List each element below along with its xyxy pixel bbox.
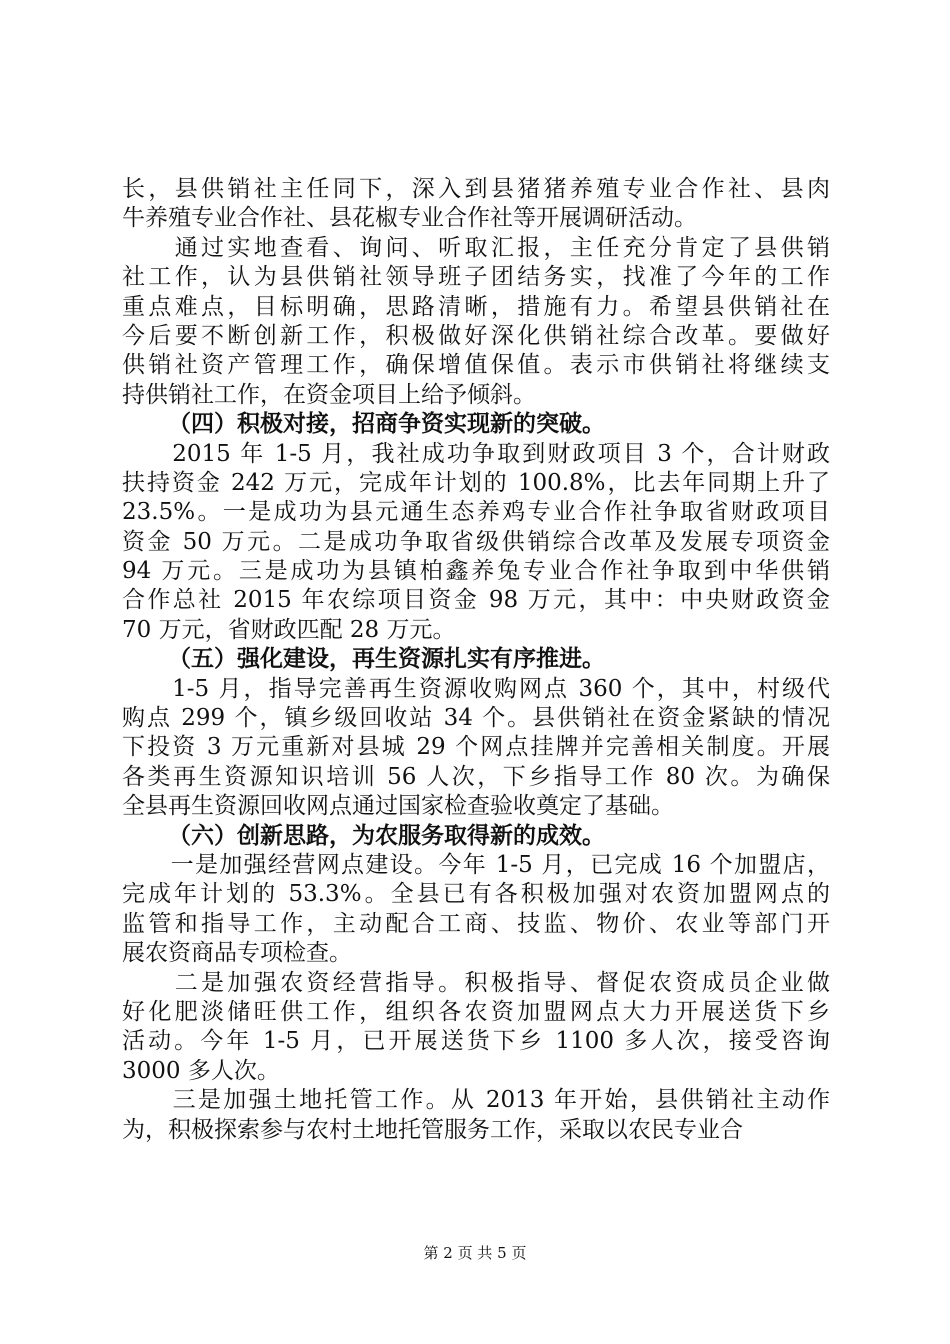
paragraph xyxy=(122,969,830,1087)
text-line: 展农资商品专项检查。 xyxy=(122,940,352,967)
paragraph xyxy=(122,1086,830,1145)
text-line: 二是加强农资经营指导。积极指导、督促农资成员企业做 xyxy=(122,969,830,996)
section-heading: （五）强化建设，再生资源扎实有序推进。 xyxy=(168,646,605,673)
text-line: 活动。今年 1-5 月，已开展送货下乡 1100 多人次，接受咨询 xyxy=(122,1028,830,1055)
text-line: 完成年计划的 53.3%。全县已有各积极加强对农资加盟网点的 xyxy=(122,881,830,908)
paragraph xyxy=(122,234,830,410)
paragraph xyxy=(122,851,830,969)
paragraph xyxy=(122,175,830,234)
text-line: 持供销社工作，在资金项目上给予倾斜。 xyxy=(122,381,536,408)
text-line: 三是加强土地托管工作。从 2013 年开始，县供销社主动作 xyxy=(122,1087,830,1114)
text-line: 2015 年 1-5 月，我社成功争取到财政项目 3 个，合计财政 xyxy=(122,440,830,467)
text-line: 资金 50 万元。二是成功争取省级供销综合改革及发展专项资金 xyxy=(122,528,830,555)
text-line: 供销社资产管理工作，确保增值保值。表示市供销社将继续支 xyxy=(122,352,830,379)
page-number-footer: 第 2 页 共 5 页 xyxy=(423,1244,527,1262)
text-line: 各类再生资源知识培训 56 人次，下乡指导工作 80 次。为确保 xyxy=(122,763,830,790)
text-line: 为，积极探索参与农村土地托管服务工作，采取以农民专业合 xyxy=(122,1116,743,1143)
text-line: 70 万元，省财政匹配 28 万元。 xyxy=(122,616,456,643)
paragraph xyxy=(122,675,830,822)
text-line: 好化肥淡储旺供工作，组织各农资加盟网点大力开展送货下乡 xyxy=(122,998,830,1025)
text-line: 今后要不断创新工作，积极做好深化供销社综合改革。要做好 xyxy=(122,322,830,349)
text-line: 23.5%。一是成功为县元通生态养鸡专业合作社争取省财政项目 xyxy=(122,499,830,526)
paragraph xyxy=(122,440,830,646)
text-line: 合作总社 2015 年农综项目资金 98 万元，其中：中央财政资金 xyxy=(122,587,830,614)
document-body xyxy=(122,175,830,1145)
text-line: 3000 多人次。 xyxy=(122,1057,280,1084)
section-heading: （四）积极对接，招商争资实现新的突破。 xyxy=(168,411,605,438)
text-line: 1-5 月，指导完善再生资源收购网点 360 个，其中，村级代 xyxy=(122,675,830,702)
text-line: 通过实地查看、询问、听取汇报，主任充分肯定了县供销 xyxy=(122,234,830,261)
text-line: 下投资 3 万元重新对县城 29 个网点挂牌并完善相关制度。开展 xyxy=(122,734,830,761)
text-line: 长，县供销社主任同下，深入到县猪猪养殖专业合作社、县肉 xyxy=(122,176,830,202)
text-line: 购点 299 个，镇乡级回收站 34 个。县供销社在资金紧缺的情况 xyxy=(122,705,830,732)
section-heading: （六）创新思路，为农服务取得新的成效。 xyxy=(168,822,605,849)
text-line: 扶持资金 242 万元，完成年计划的 100.8%，比去年同期上升了 xyxy=(122,469,830,496)
text-line: 94 万元。三是成功为县镇柏鑫养兔专业合作社争取到中华供销 xyxy=(122,558,830,585)
text-line: 全县再生资源回收网点通过国家检查验收奠定了基础。 xyxy=(122,793,674,820)
text-line: 牛养殖专业合作社、县花椒专业合作社等开展调研活动。 xyxy=(122,205,697,232)
text-line: 重点难点，目标明确，思路清晰，措施有力。希望县供销社在 xyxy=(122,293,830,320)
text-line: 监管和指导工作，主动配合工商、技监、物价、农业等部门开 xyxy=(122,910,830,937)
text-line: 一是加强经营网点建设。今年 1-5 月，已完成 16 个加盟店， xyxy=(122,851,830,878)
text-line: 社工作，认为县供销社领导班子团结务实，找准了今年的工作 xyxy=(122,264,830,291)
